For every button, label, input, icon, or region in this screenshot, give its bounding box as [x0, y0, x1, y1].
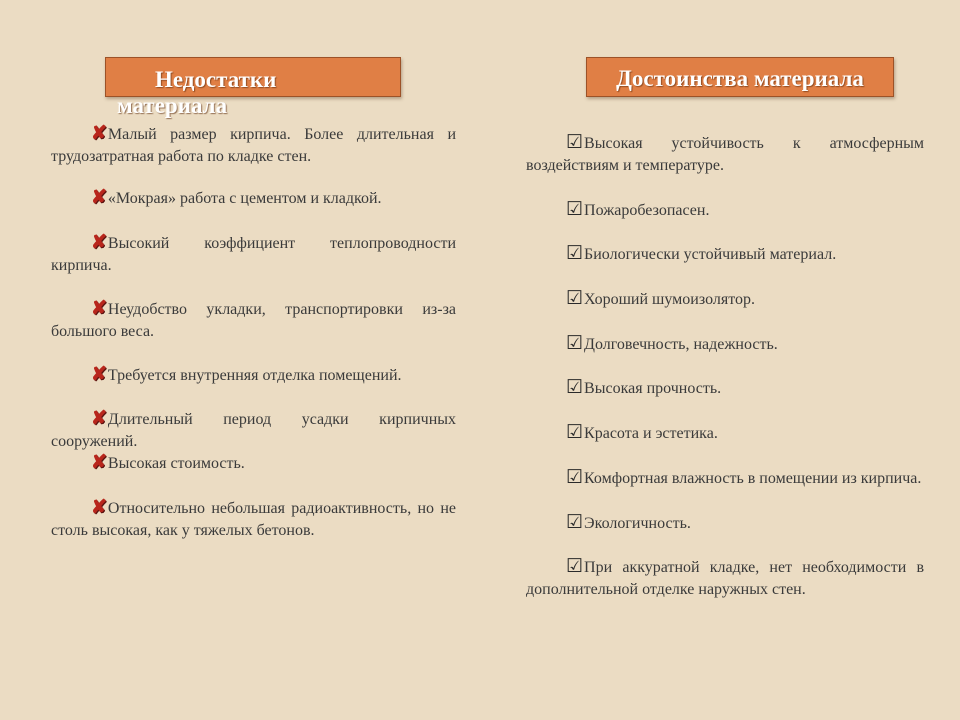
- check-box-icon: ☑: [566, 333, 584, 354]
- check-box-icon: ☑: [566, 467, 584, 488]
- item-text: Длительный период усадки кирпичных сооружений.: [51, 411, 456, 450]
- item-text: Биологически устойчивый материал.: [584, 246, 837, 263]
- advantage-item: [526, 289, 924, 311]
- advantage-item: [526, 423, 924, 445]
- item-text: Хороший шумоизолятор.: [584, 291, 755, 308]
- disadvantage-item: [51, 453, 456, 475]
- disadvantages-list: [51, 124, 456, 542]
- disadvantage-item: [51, 365, 456, 387]
- check-box-icon: ☑: [566, 422, 584, 443]
- check-box-icon: ☑: [566, 556, 584, 577]
- cross-mark-icon: ✘: [91, 232, 107, 253]
- item-text: Высокий коэффициент теплопроводности кирпича.: [51, 235, 456, 274]
- cross-mark-icon: ✘: [91, 187, 107, 208]
- cross-mark-icon: ✘: [91, 298, 107, 319]
- check-box-icon: ☑: [566, 288, 584, 309]
- check-box-icon: ☑: [566, 132, 584, 153]
- item-text: Относительно небольшая радиоактивность, но не столь высокая, как у тяжелых бетонов.: [51, 500, 456, 539]
- disadvantage-item: [51, 188, 456, 210]
- advantage-item: [526, 378, 924, 400]
- item-text: Высокая устойчивость к атмосферным воздействиям и температуре.: [526, 135, 924, 174]
- item-text: Пожаробезопасен.: [584, 202, 710, 219]
- advantages-title: Достоинства материала: [616, 66, 864, 91]
- check-box-icon: ☑: [566, 512, 584, 533]
- disadvantage-item: [51, 498, 456, 542]
- cross-mark-icon: ✘: [91, 497, 107, 518]
- advantage-item: [526, 200, 924, 222]
- cross-mark-icon: ✘: [91, 123, 107, 144]
- advantage-item: [526, 133, 924, 177]
- disadvantages-header: [105, 57, 401, 118]
- cross-mark-icon: ✘: [91, 364, 107, 385]
- disadvantage-item: [51, 299, 456, 343]
- cross-mark-icon: ✘: [91, 408, 107, 429]
- advantage-item: [526, 468, 924, 490]
- item-text: Экологичность.: [584, 515, 691, 532]
- item-text: Требуется внутренняя отделка помещений.: [107, 367, 402, 384]
- advantage-item: [526, 244, 924, 266]
- advantages-header: [586, 57, 894, 97]
- item-text: «Мокрая» работа с цементом и кладкой.: [107, 190, 382, 207]
- disadvantage-item: [51, 233, 456, 277]
- advantage-item: [526, 334, 924, 356]
- item-text: При аккуратной кладке, нет необходимости в дополнительной отделке наружных стен.: [526, 559, 924, 598]
- item-text: Комфортная влажность в помещении из кирпича.: [584, 470, 922, 487]
- item-text: Высокая прочность.: [584, 380, 722, 397]
- disadvantages-title: Недостатки материала: [117, 67, 277, 118]
- item-text: Долговечность, надежность.: [584, 336, 778, 353]
- item-text: Красота и эстетика.: [584, 425, 718, 442]
- check-box-icon: ☑: [566, 199, 584, 220]
- advantage-item: [526, 557, 924, 601]
- advantages-list: [526, 133, 924, 601]
- check-box-icon: ☑: [566, 377, 584, 398]
- item-text: Малый размер кирпича. Более длительная и трудозатратная работа по кладке стен.: [51, 126, 456, 165]
- cross-mark-icon: ✘: [91, 452, 107, 473]
- item-text: Неудобство укладки, транспортировки из-за большого веса.: [51, 301, 456, 340]
- item-text: Высокая стоимость.: [107, 455, 245, 472]
- disadvantage-item: [51, 124, 456, 168]
- advantage-item: [526, 513, 924, 535]
- check-box-icon: ☑: [566, 243, 584, 264]
- disadvantage-item: [51, 409, 456, 453]
